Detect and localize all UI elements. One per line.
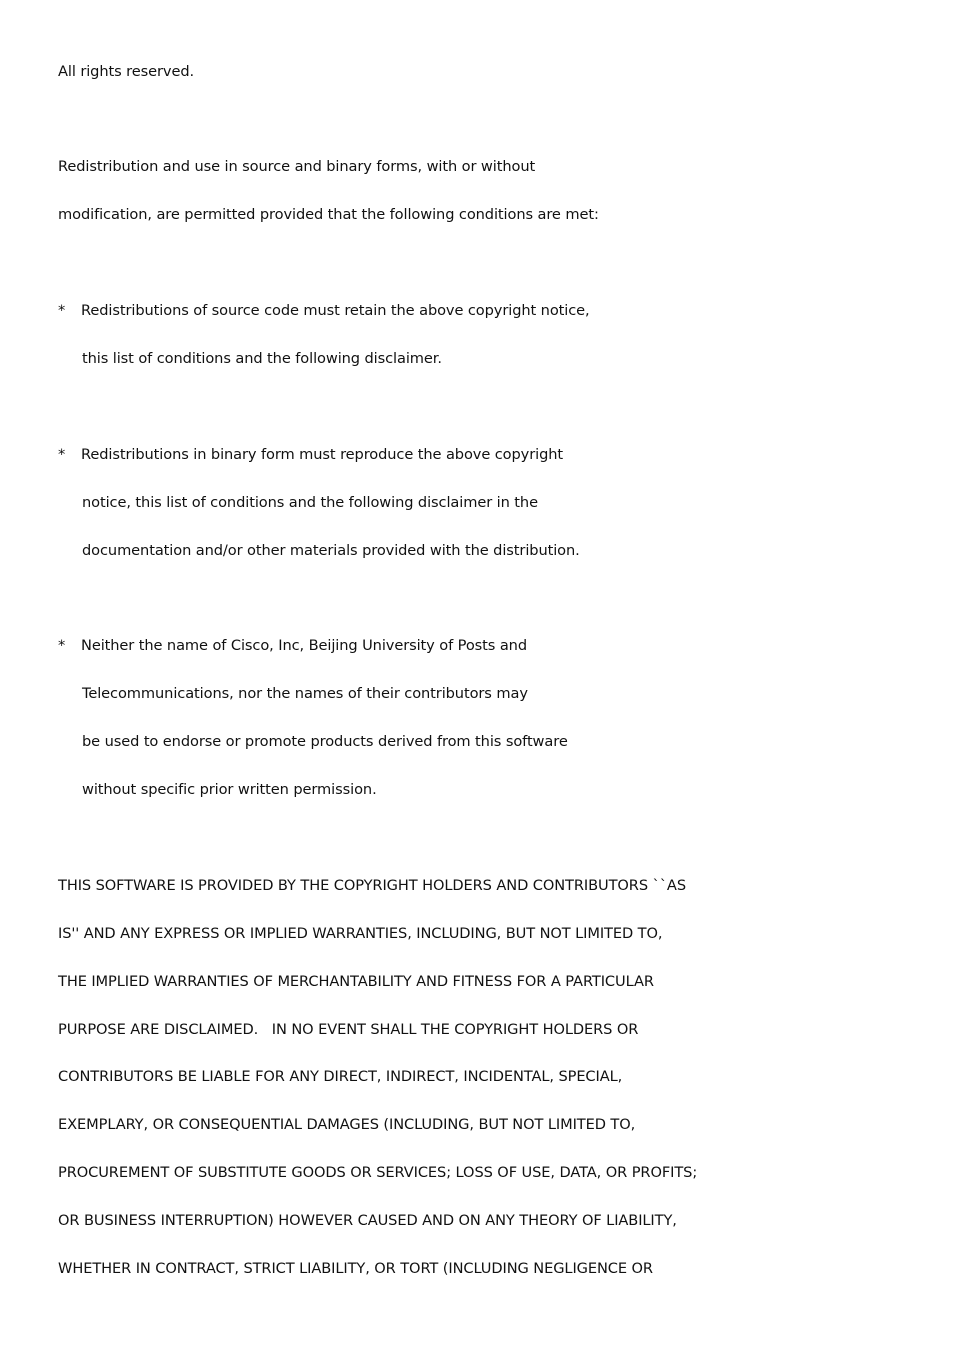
disclaimer-line-2: IS'' AND ANY EXPRESS OR IMPLIED WARRANTIES, INCLUDING, BUT NOT LIMITED TO, xyxy=(58,925,663,942)
condition-1-line-2: this list of conditions and the following disclaimer. xyxy=(82,350,442,367)
disclaimer-line-5: CONTRIBUTORS BE LIABLE FOR ANY DIRECT, INDIRECT, INCIDENTAL, SPECIAL, xyxy=(58,1068,623,1085)
disclaimer-line-4: PURPOSE ARE DISCLAIMED. IN NO EVENT SHALL THE COPYRIGHT HOLDERS OR xyxy=(58,1021,639,1038)
condition-3-text: Neither the name of Cisco, Inc, Beijing University of Posts and xyxy=(81,637,527,654)
disclaimer-line-1: THIS SOFTWARE IS PROVIDED BY THE COPYRIGHT HOLDERS AND CONTRIBUTORS ``AS xyxy=(58,877,686,894)
condition-2-first-line xyxy=(58,445,563,465)
disclaimer-line-7: PROCUREMENT OF SUBSTITUTE GOODS OR SERVICES; LOSS OF USE, DATA, OR PROFITS; xyxy=(58,1164,698,1181)
condition-3-line-2: Telecommunications, nor the names of their contributors may xyxy=(82,685,528,702)
disclaimer-line-9: WHETHER IN CONTRACT, STRICT LIABILITY, OR TORT (INCLUDING NEGLIGENCE OR xyxy=(58,1260,653,1277)
bullet-asterisk: * xyxy=(58,637,66,654)
condition-1-first-line xyxy=(58,301,590,321)
condition-2-line-2: notice, this list of conditions and the following disclaimer in the xyxy=(82,494,538,511)
disclaimer-line-3: THE IMPLIED WARRANTIES OF MERCHANTABILITY AND FITNESS FOR A PARTICULAR xyxy=(58,973,654,990)
intro-line-1: Redistribution and use in source and binary forms, with or without xyxy=(58,158,536,175)
condition-3-line-4: without specific prior written permission. xyxy=(82,781,377,798)
bullet-asterisk: * xyxy=(58,302,66,319)
condition-1-text: Redistributions of source code must retain the above copyright notice, xyxy=(81,302,590,319)
rights-line: All rights reserved. xyxy=(58,63,195,80)
disclaimer-line-8: OR BUSINESS INTERRUPTION) HOWEVER CAUSED AND ON ANY THEORY OF LIABILITY, xyxy=(58,1212,677,1229)
condition-3-line-3: be used to endorse or promote products derived from this software xyxy=(82,733,568,750)
intro-line-2: modification, are permitted provided that the following conditions are met: xyxy=(58,206,599,223)
condition-2-line-3: documentation and/or other materials provided with the distribution. xyxy=(82,542,580,559)
condition-3-first-line xyxy=(58,636,527,656)
condition-2-text: Redistributions in binary form must reproduce the above copyright xyxy=(81,446,563,463)
disclaimer-line-6: EXEMPLARY, OR CONSEQUENTIAL DAMAGES (INCLUDING, BUT NOT LIMITED TO, xyxy=(58,1116,636,1133)
bullet-asterisk: * xyxy=(58,446,66,463)
